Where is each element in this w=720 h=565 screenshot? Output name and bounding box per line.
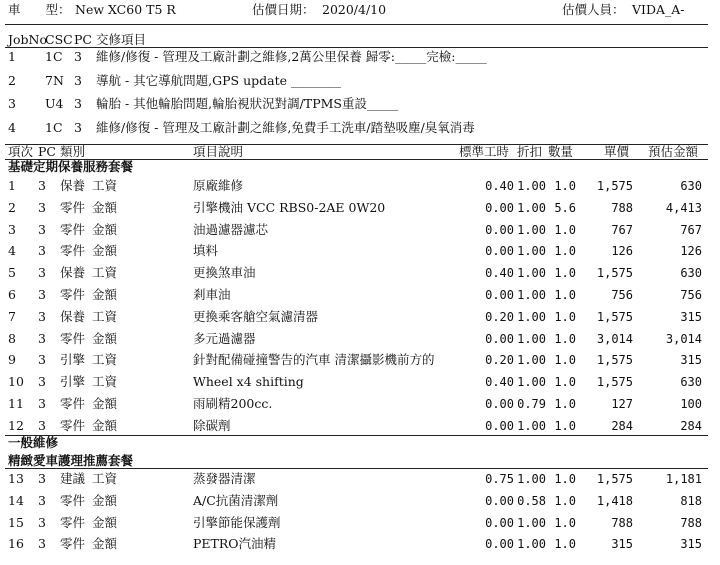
item-qty: 1.0 xyxy=(554,493,576,508)
job-row-pc: 3 xyxy=(74,49,82,64)
item-seq: 5 xyxy=(8,265,16,281)
item-pc: 3 xyxy=(38,374,46,390)
job-row-pc: 3 xyxy=(74,119,82,135)
item-seq: 13 xyxy=(8,471,24,486)
item-type: 金額 xyxy=(92,492,118,508)
staff-value: VIDA_A- xyxy=(632,2,685,17)
item-type: 金額 xyxy=(92,221,118,237)
col-std-hours: 標準工時 xyxy=(459,144,510,159)
item-type: 金額 xyxy=(92,536,118,552)
item-seq: 9 xyxy=(8,352,16,368)
staff-label: 估價人員： xyxy=(562,2,625,17)
job-row-csc: 1C xyxy=(45,49,63,64)
group2-title: 精緻愛車護理推薦套餐 xyxy=(8,453,134,468)
item-std-hours: 0.00 xyxy=(485,537,514,552)
item-category: 零件 xyxy=(60,492,86,508)
item-seq: 16 xyxy=(8,536,24,552)
item-estimate: 818 xyxy=(680,493,702,508)
item-estimate: 315 xyxy=(680,353,702,368)
item-std-hours: 0.00 xyxy=(485,515,514,530)
item-description: 針對配備碰撞警告的汽車 清潔攝影機前方的 xyxy=(193,352,435,368)
item-pc: 3 xyxy=(38,178,46,193)
item-std-hours: 0.00 xyxy=(485,200,514,215)
item-discount: 1.00 xyxy=(517,353,546,368)
item-qty: 1.0 xyxy=(554,244,576,259)
item-seq: 4 xyxy=(8,243,16,259)
item-std-hours: 0.40 xyxy=(485,266,514,281)
item-std-hours: 0.00 xyxy=(485,397,514,411)
item-discount: 1.00 xyxy=(517,515,546,530)
item-std-hours: 0.00 xyxy=(485,222,514,237)
item-category: 保養 xyxy=(60,308,86,324)
job-row-no: 1 xyxy=(8,49,16,64)
item-type: 金額 xyxy=(92,396,118,411)
item-category: 零件 xyxy=(60,514,86,530)
item-type: 金額 xyxy=(92,514,118,530)
item-estimate: 630 xyxy=(680,179,702,193)
group1-title: 基礎定期保養服務套餐 xyxy=(8,159,134,174)
col-description: 項目說明 xyxy=(193,144,244,159)
item-estimate: 767 xyxy=(680,222,702,237)
item-qty: 1.0 xyxy=(554,472,576,486)
item-unit-price: 1,575 xyxy=(596,179,633,193)
item-discount: 1.00 xyxy=(517,537,546,552)
job-row-no: 4 xyxy=(8,119,16,135)
item-pc: 3 xyxy=(38,492,46,508)
item-estimate: 1,181 xyxy=(665,472,702,486)
item-qty: 1.0 xyxy=(554,266,576,281)
col-unit-price: 單價 xyxy=(604,144,630,159)
item-type: 金額 xyxy=(92,417,118,433)
item-std-hours: 0.20 xyxy=(485,309,514,324)
item-category: 零件 xyxy=(60,396,86,411)
job-row-no: 3 xyxy=(8,96,16,111)
item-unit-price: 1,418 xyxy=(596,493,633,508)
item-qty: 1.0 xyxy=(554,179,576,193)
item-estimate: 756 xyxy=(680,288,702,302)
item-unit-price: 788 xyxy=(611,200,633,215)
item-type: 工資 xyxy=(92,374,118,390)
item-category: 零件 xyxy=(60,536,86,552)
item-qty: 5.6 xyxy=(554,200,576,215)
item-unit-price: 1,575 xyxy=(596,353,633,368)
item-estimate: 4,413 xyxy=(665,200,702,215)
item-std-hours: 0.00 xyxy=(485,331,514,346)
item-estimate: 100 xyxy=(680,397,702,411)
item-description: 引擎機油 VCC RBS0-2AE 0W20 xyxy=(193,199,386,215)
item-std-hours: 0.00 xyxy=(485,288,514,302)
item-pc: 3 xyxy=(38,243,46,259)
item-estimate: 630 xyxy=(680,375,702,390)
item-description: 原廠維修 xyxy=(193,178,244,193)
item-discount: 1.00 xyxy=(517,266,546,281)
item-description: 更換煞車油 xyxy=(193,265,256,281)
item-discount: 0.58 xyxy=(517,493,546,508)
item-type: 金額 xyxy=(92,287,118,302)
item-unit-price: 788 xyxy=(611,515,633,530)
item-type: 金額 xyxy=(92,330,118,346)
item-unit-price: 126 xyxy=(611,244,633,259)
model-value: New XC60 T5 R xyxy=(75,2,176,17)
item-discount: 1.00 xyxy=(517,222,546,237)
item-qty: 1.0 xyxy=(554,397,576,411)
item-qty: 1.0 xyxy=(554,515,576,530)
col-discount: 折扣 xyxy=(517,144,543,159)
item-pc: 3 xyxy=(38,265,46,281)
item-description: A/C抗菌清潔劑 xyxy=(193,492,279,508)
item-unit-price: 315 xyxy=(611,537,633,552)
item-std-hours: 0.00 xyxy=(485,244,514,259)
item-estimate: 3,014 xyxy=(665,331,702,346)
item-qty: 1.0 xyxy=(554,331,576,346)
date-label: 估價日期： xyxy=(252,2,315,17)
item-category: 建議 xyxy=(60,471,86,486)
col-estimate: 預估金額 xyxy=(648,144,699,159)
job-row-desc: 輪胎 - 其他輪胎問題,輪胎視狀況對調/TPMS重設_____ xyxy=(96,96,399,111)
item-qty: 1.0 xyxy=(554,222,576,237)
item-description: 油過濾器濾芯 xyxy=(193,221,269,237)
item-description: PETRO汽油精 xyxy=(193,536,277,552)
item-seq: 6 xyxy=(8,287,16,302)
date-value: 2020/4/10 xyxy=(322,2,387,17)
job-row-desc: 維修/修復 - 管理及工廠計劃之維修,2萬公里保養 歸零:_____完檢:_____ xyxy=(96,49,487,64)
item-unit-price: 1,575 xyxy=(596,472,633,486)
item-pc: 3 xyxy=(38,330,46,346)
item-seq: 14 xyxy=(8,492,24,508)
item-estimate: 126 xyxy=(680,244,702,259)
item-description: 多元過濾器 xyxy=(193,330,256,346)
item-estimate: 788 xyxy=(680,515,702,530)
item-type: 金額 xyxy=(92,199,118,215)
item-type: 工資 xyxy=(92,471,118,486)
section-divider xyxy=(5,435,708,436)
job-col-no: JobNo xyxy=(8,32,48,47)
job-row-csc: 7N xyxy=(45,72,64,88)
job-row-csc: U4 xyxy=(45,96,64,111)
item-type: 工資 xyxy=(92,352,118,368)
job-row-desc: 維修/修復 - 管理及工廠計劃之維修,免費手工洗車/踏墊吸塵/臭氧消毒 xyxy=(96,119,475,135)
item-seq: 3 xyxy=(8,221,16,237)
item-estimate: 284 xyxy=(680,418,702,433)
item-unit-price: 767 xyxy=(611,222,633,237)
item-category: 零件 xyxy=(60,243,86,259)
col-qty: 數量 xyxy=(548,144,574,159)
item-unit-price: 3,014 xyxy=(596,331,633,346)
item-type: 工資 xyxy=(92,265,118,281)
item-estimate: 315 xyxy=(680,309,702,324)
item-seq: 8 xyxy=(8,330,16,346)
item-pc: 3 xyxy=(38,199,46,215)
item-category: 零件 xyxy=(60,199,86,215)
item-discount: 0.79 xyxy=(517,397,546,411)
item-qty: 1.0 xyxy=(554,288,576,302)
job-col-pc: PC xyxy=(74,32,92,47)
item-seq: 10 xyxy=(8,374,24,390)
item-std-hours: 0.00 xyxy=(485,418,514,433)
job-col-csc: CSC xyxy=(45,32,73,47)
item-seq: 2 xyxy=(8,199,16,215)
item-category: 保養 xyxy=(60,178,86,193)
col-seq: 項次 xyxy=(8,144,34,159)
item-qty: 1.0 xyxy=(554,537,576,552)
item-description: 雨刷精200cc. xyxy=(193,396,273,411)
item-std-hours: 0.40 xyxy=(485,375,514,390)
item-pc: 3 xyxy=(38,417,46,433)
item-unit-price: 1,575 xyxy=(596,266,633,281)
job-row-pc: 3 xyxy=(74,72,82,88)
item-category: 零件 xyxy=(60,417,86,433)
item-unit-price: 1,575 xyxy=(596,309,633,324)
item-description: 引擎節能保護劑 xyxy=(193,514,281,530)
item-unit-price: 127 xyxy=(611,397,633,411)
item-discount: 1.00 xyxy=(517,418,546,433)
job-row-pc: 3 xyxy=(74,96,82,111)
item-unit-price: 284 xyxy=(611,418,633,433)
item-pc: 3 xyxy=(38,352,46,368)
job-row-desc: 導航 - 其它導航問題,GPS update ________ xyxy=(96,72,341,88)
item-type: 工資 xyxy=(92,308,118,324)
item-qty: 1.0 xyxy=(554,375,576,390)
item-type: 金額 xyxy=(92,243,118,259)
item-seq: 11 xyxy=(8,396,24,411)
item-discount: 1.00 xyxy=(517,200,546,215)
item-seq: 15 xyxy=(8,514,24,530)
col-category: 類別 xyxy=(60,144,86,159)
item-std-hours: 0.75 xyxy=(485,472,514,486)
item-pc: 3 xyxy=(38,514,46,530)
item-discount: 1.00 xyxy=(517,244,546,259)
item-qty: 1.0 xyxy=(554,309,576,324)
item-std-hours: 0.20 xyxy=(485,353,514,368)
item-pc: 3 xyxy=(38,471,46,486)
item-seq: 1 xyxy=(8,178,16,193)
item-category: 保養 xyxy=(60,265,86,281)
item-discount: 1.00 xyxy=(517,179,546,193)
job-col-desc: 交修項目 xyxy=(96,32,147,47)
item-qty: 1.0 xyxy=(554,418,576,433)
header-divider xyxy=(5,24,708,25)
job-row-no: 2 xyxy=(8,72,16,88)
item-discount: 1.00 xyxy=(517,472,546,486)
item-discount: 1.00 xyxy=(517,331,546,346)
item-description: 更換乘客艙空氣濾清器 xyxy=(193,308,319,324)
item-unit-price: 756 xyxy=(611,288,633,302)
model-label: 車 型： xyxy=(8,2,71,17)
item-description: 除碳劑 xyxy=(193,417,231,433)
group2-divider xyxy=(5,468,708,469)
item-pc: 3 xyxy=(38,308,46,324)
item-description: 剎車油 xyxy=(193,287,231,302)
item-std-hours: 0.40 xyxy=(485,179,514,193)
item-description: 填料 xyxy=(193,243,219,259)
item-type: 工資 xyxy=(92,178,118,193)
item-pc: 3 xyxy=(38,536,46,552)
item-seq: 12 xyxy=(8,417,24,433)
col-pc: PC xyxy=(38,144,56,159)
item-std-hours: 0.00 xyxy=(485,493,514,508)
item-category: 引擎 xyxy=(60,374,86,390)
item-discount: 1.00 xyxy=(517,375,546,390)
item-seq: 7 xyxy=(8,308,16,324)
item-discount: 1.00 xyxy=(517,288,546,302)
item-qty: 1.0 xyxy=(554,353,576,368)
item-category: 零件 xyxy=(60,330,86,346)
job-row-csc: 1C xyxy=(45,119,63,135)
item-estimate: 315 xyxy=(680,537,702,552)
item-category: 零件 xyxy=(60,221,86,237)
item-pc: 3 xyxy=(38,287,46,302)
item-pc: 3 xyxy=(38,396,46,411)
item-pc: 3 xyxy=(38,221,46,237)
item-unit-price: 1,575 xyxy=(596,375,633,390)
job-header-divider xyxy=(5,47,708,48)
item-discount: 1.00 xyxy=(517,309,546,324)
items-top-divider xyxy=(5,144,708,145)
item-description: Wheel x4 shifting xyxy=(193,374,304,390)
section-title: 一般維修 xyxy=(8,435,59,450)
item-estimate: 630 xyxy=(680,266,702,281)
item-description: 蒸發器清潔 xyxy=(193,471,256,486)
item-category: 零件 xyxy=(60,287,86,302)
item-category: 引擎 xyxy=(60,352,86,368)
